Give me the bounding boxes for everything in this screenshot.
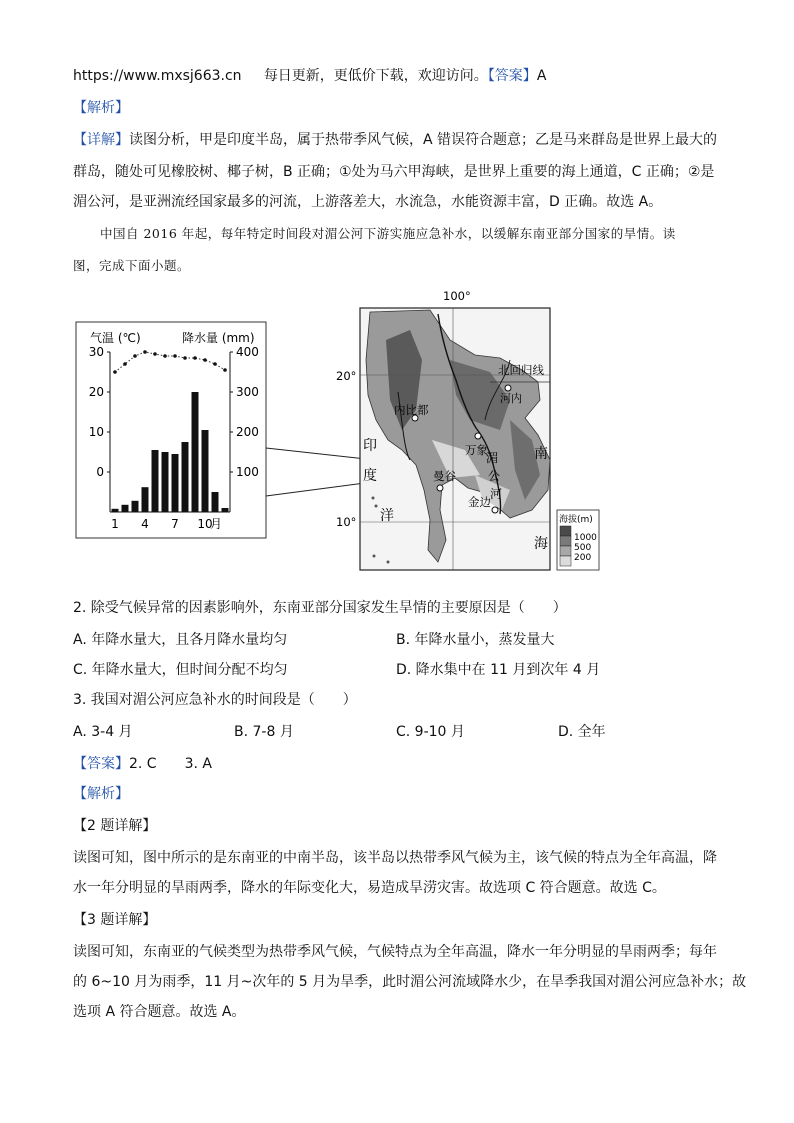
city-label-bangkok: 曼谷 bbox=[433, 469, 456, 483]
answer-value: A bbox=[536, 68, 547, 84]
month-unit-label: 月 bbox=[209, 517, 223, 531]
island bbox=[372, 497, 375, 500]
legend-swatch bbox=[560, 546, 571, 556]
city-label-phnompenh: 金边 bbox=[468, 495, 491, 509]
island bbox=[373, 555, 376, 558]
q3-detail-line: 选项 A 符合题意。故选 A。 bbox=[73, 1004, 246, 1020]
precip-bar bbox=[202, 430, 209, 512]
city-marker-hanoi bbox=[505, 385, 511, 391]
temp-tick-label: 0 bbox=[96, 465, 104, 479]
analysis-line: 群岛，随处可见橡胶树、椰子树，B 正确；①处为马六甲海峡，是世界上重要的海上通道，C 正确；②是 bbox=[73, 164, 715, 180]
temp-point bbox=[163, 354, 167, 358]
precip-bar bbox=[112, 509, 119, 512]
city-label-hanoi: 河内 bbox=[500, 392, 522, 405]
legend-title: 海拔(m) bbox=[559, 515, 593, 525]
elevation-legend bbox=[557, 510, 599, 570]
temp-point bbox=[223, 368, 227, 372]
temp-point bbox=[133, 354, 137, 358]
q3-option-b[interactable]: B. 7-8 月 bbox=[234, 724, 294, 740]
ocean-label: 印 bbox=[363, 438, 377, 454]
city-label-vientiane: 万象 bbox=[465, 443, 488, 457]
city-marker-vientiane bbox=[475, 433, 481, 439]
q2-stem: 2. 除受气候异常的因素影响外，东南亚部分国家发生旱情的主要原因是（ ） bbox=[73, 600, 567, 616]
q3-detail-line: 的 6~10 月为雨季，11 月~次年的 5 月为旱季，此时湄公河流域降水少，在旱季我国对湄公河应急补水；故 bbox=[73, 974, 747, 990]
sea-label: 南 bbox=[534, 446, 548, 462]
precip-bar bbox=[222, 508, 229, 512]
island bbox=[375, 505, 378, 508]
temp-point bbox=[203, 358, 207, 362]
temp-tick-label: 10 bbox=[88, 425, 104, 439]
precip-bar bbox=[192, 392, 199, 512]
precip-tick-label: 300 bbox=[236, 385, 259, 399]
legend-swatch bbox=[560, 526, 571, 536]
lon-label: 100° bbox=[443, 289, 471, 303]
legend-swatch bbox=[560, 556, 571, 566]
ocean-label: 洋 bbox=[380, 508, 394, 524]
precip-tick-label: 400 bbox=[236, 345, 259, 359]
temp-tick-label: 30 bbox=[88, 345, 104, 359]
temp-point bbox=[183, 356, 187, 360]
precip-bar bbox=[162, 452, 169, 512]
map bbox=[336, 289, 550, 570]
q2-detail-tag: 【2 题详解】 bbox=[73, 818, 157, 834]
legend-value: 200 bbox=[574, 553, 592, 563]
q2-detail-line: 读图可知，图中所示的是东南亚的中南半岛，该半岛以热带季风气候为主，该气候的特点为全年高温，降 bbox=[73, 850, 717, 866]
q3-option-d[interactable]: D. 全年 bbox=[558, 724, 606, 740]
analysis-text: 读图分析，甲是印度半岛，属于热带季风气候，A 错误符合题意；乙是马来群岛是世界上最大的 bbox=[129, 132, 718, 148]
precip-bar bbox=[142, 487, 149, 512]
precip-bar bbox=[122, 505, 129, 512]
q2-option-b[interactable]: B. 年降水量小，蒸发量大 bbox=[396, 632, 555, 648]
temp-tick-label: 20 bbox=[88, 385, 104, 399]
month-tick-label: 10 bbox=[197, 517, 213, 531]
legend-swatch bbox=[560, 536, 571, 546]
island bbox=[387, 561, 390, 564]
q3-option-a[interactable]: A. 3-4 月 bbox=[73, 724, 133, 740]
month-tick-label: 7 bbox=[171, 517, 179, 531]
lat10-label: 10° bbox=[336, 515, 357, 529]
temp-axis-label: 气温 (℃) bbox=[90, 331, 141, 345]
header-line bbox=[73, 66, 546, 86]
analysis-line bbox=[73, 130, 717, 150]
intro-line: 图，完成下面小题。 bbox=[73, 258, 191, 273]
q3-detail-tag: 【3 题详解】 bbox=[73, 912, 157, 928]
temp-point bbox=[143, 350, 147, 354]
precip-bar bbox=[132, 501, 139, 512]
precip-bar bbox=[182, 442, 189, 512]
q2-option-a[interactable]: A. 年降水量大，且各月降水量均匀 bbox=[73, 632, 288, 648]
month-tick-label: 4 bbox=[141, 517, 149, 531]
site-slogan: 每日更新，更低价下载，欢迎访问。 bbox=[263, 68, 488, 84]
precip-tick-label: 100 bbox=[236, 465, 259, 479]
tropic-label: 北回归线 bbox=[498, 363, 544, 377]
river-label: 公 bbox=[488, 469, 501, 483]
site-url[interactable]: https://www.mxsj663.cn bbox=[73, 68, 242, 84]
river-label: 湄 bbox=[486, 451, 499, 465]
analysis-line: 湄公河，是亚洲流经国家最多的河流，上游落差大，水流急，水能资源丰富，D 正确。故选 A。 bbox=[73, 194, 663, 210]
q2-option-c[interactable]: C. 年降水量大，但时间分配不均匀 bbox=[73, 662, 288, 678]
sea-label: 海 bbox=[534, 536, 548, 552]
city-label-naypyidaw: 内比都 bbox=[394, 403, 429, 417]
answers-text: 2. C 3. A bbox=[129, 756, 212, 772]
lat20-label: 20° bbox=[336, 369, 357, 383]
precip-bar bbox=[152, 450, 159, 512]
q2-detail-line: 水一年分明显的旱雨两季，降水的年际变化大，易造成旱涝灾害。故选项 C 符合题意。故选 C。 bbox=[73, 880, 666, 896]
city-marker-bangkok bbox=[437, 485, 443, 491]
answers-tag: 【答案】 bbox=[73, 756, 129, 772]
analysis2-title: 【解析】 bbox=[73, 786, 129, 802]
river-label: 河 bbox=[490, 487, 503, 501]
city-marker-phnompenh bbox=[492, 507, 498, 513]
precip-bar bbox=[212, 492, 219, 512]
q3-detail-line: 读图可知，东南亚的气候类型为热带季风气候，气候特点为全年高温，降水一年分明显的旱雨两季；每年 bbox=[73, 944, 717, 960]
legend-value: 500 bbox=[574, 543, 592, 553]
intro-line: 中国自 2016 年起，每年特定时间段对湄公河下游实施应急补水，以缓解东南亚部分国家的旱情。读 bbox=[100, 226, 676, 241]
answer-tag: 【答案】 bbox=[487, 68, 537, 84]
month-tick-label: 1 bbox=[111, 517, 119, 531]
temp-point bbox=[123, 362, 127, 366]
figure-climate-map bbox=[70, 289, 730, 575]
q3-stem: 3. 我国对湄公河应急补水的时间段是（ ） bbox=[73, 692, 357, 708]
precip-bar bbox=[172, 454, 179, 512]
ocean-label: 度 bbox=[363, 468, 377, 484]
temp-point bbox=[113, 370, 117, 374]
precip-tick-label: 200 bbox=[236, 425, 259, 439]
precip-axis-label: 降水量 (mm) bbox=[182, 331, 255, 345]
answers-line bbox=[73, 754, 212, 774]
q3-option-c[interactable]: C. 9-10 月 bbox=[396, 724, 465, 740]
temp-point bbox=[213, 362, 217, 366]
q2-option-d[interactable]: D. 降水集中在 11 月到次年 4 月 bbox=[396, 662, 601, 678]
temp-point bbox=[193, 356, 197, 360]
detail-tag: 【详解】 bbox=[73, 132, 129, 148]
legend-value: 1000 bbox=[574, 533, 597, 543]
temp-point bbox=[153, 352, 157, 356]
analysis-title: 【解析】 bbox=[73, 100, 129, 116]
temp-point bbox=[173, 354, 177, 358]
